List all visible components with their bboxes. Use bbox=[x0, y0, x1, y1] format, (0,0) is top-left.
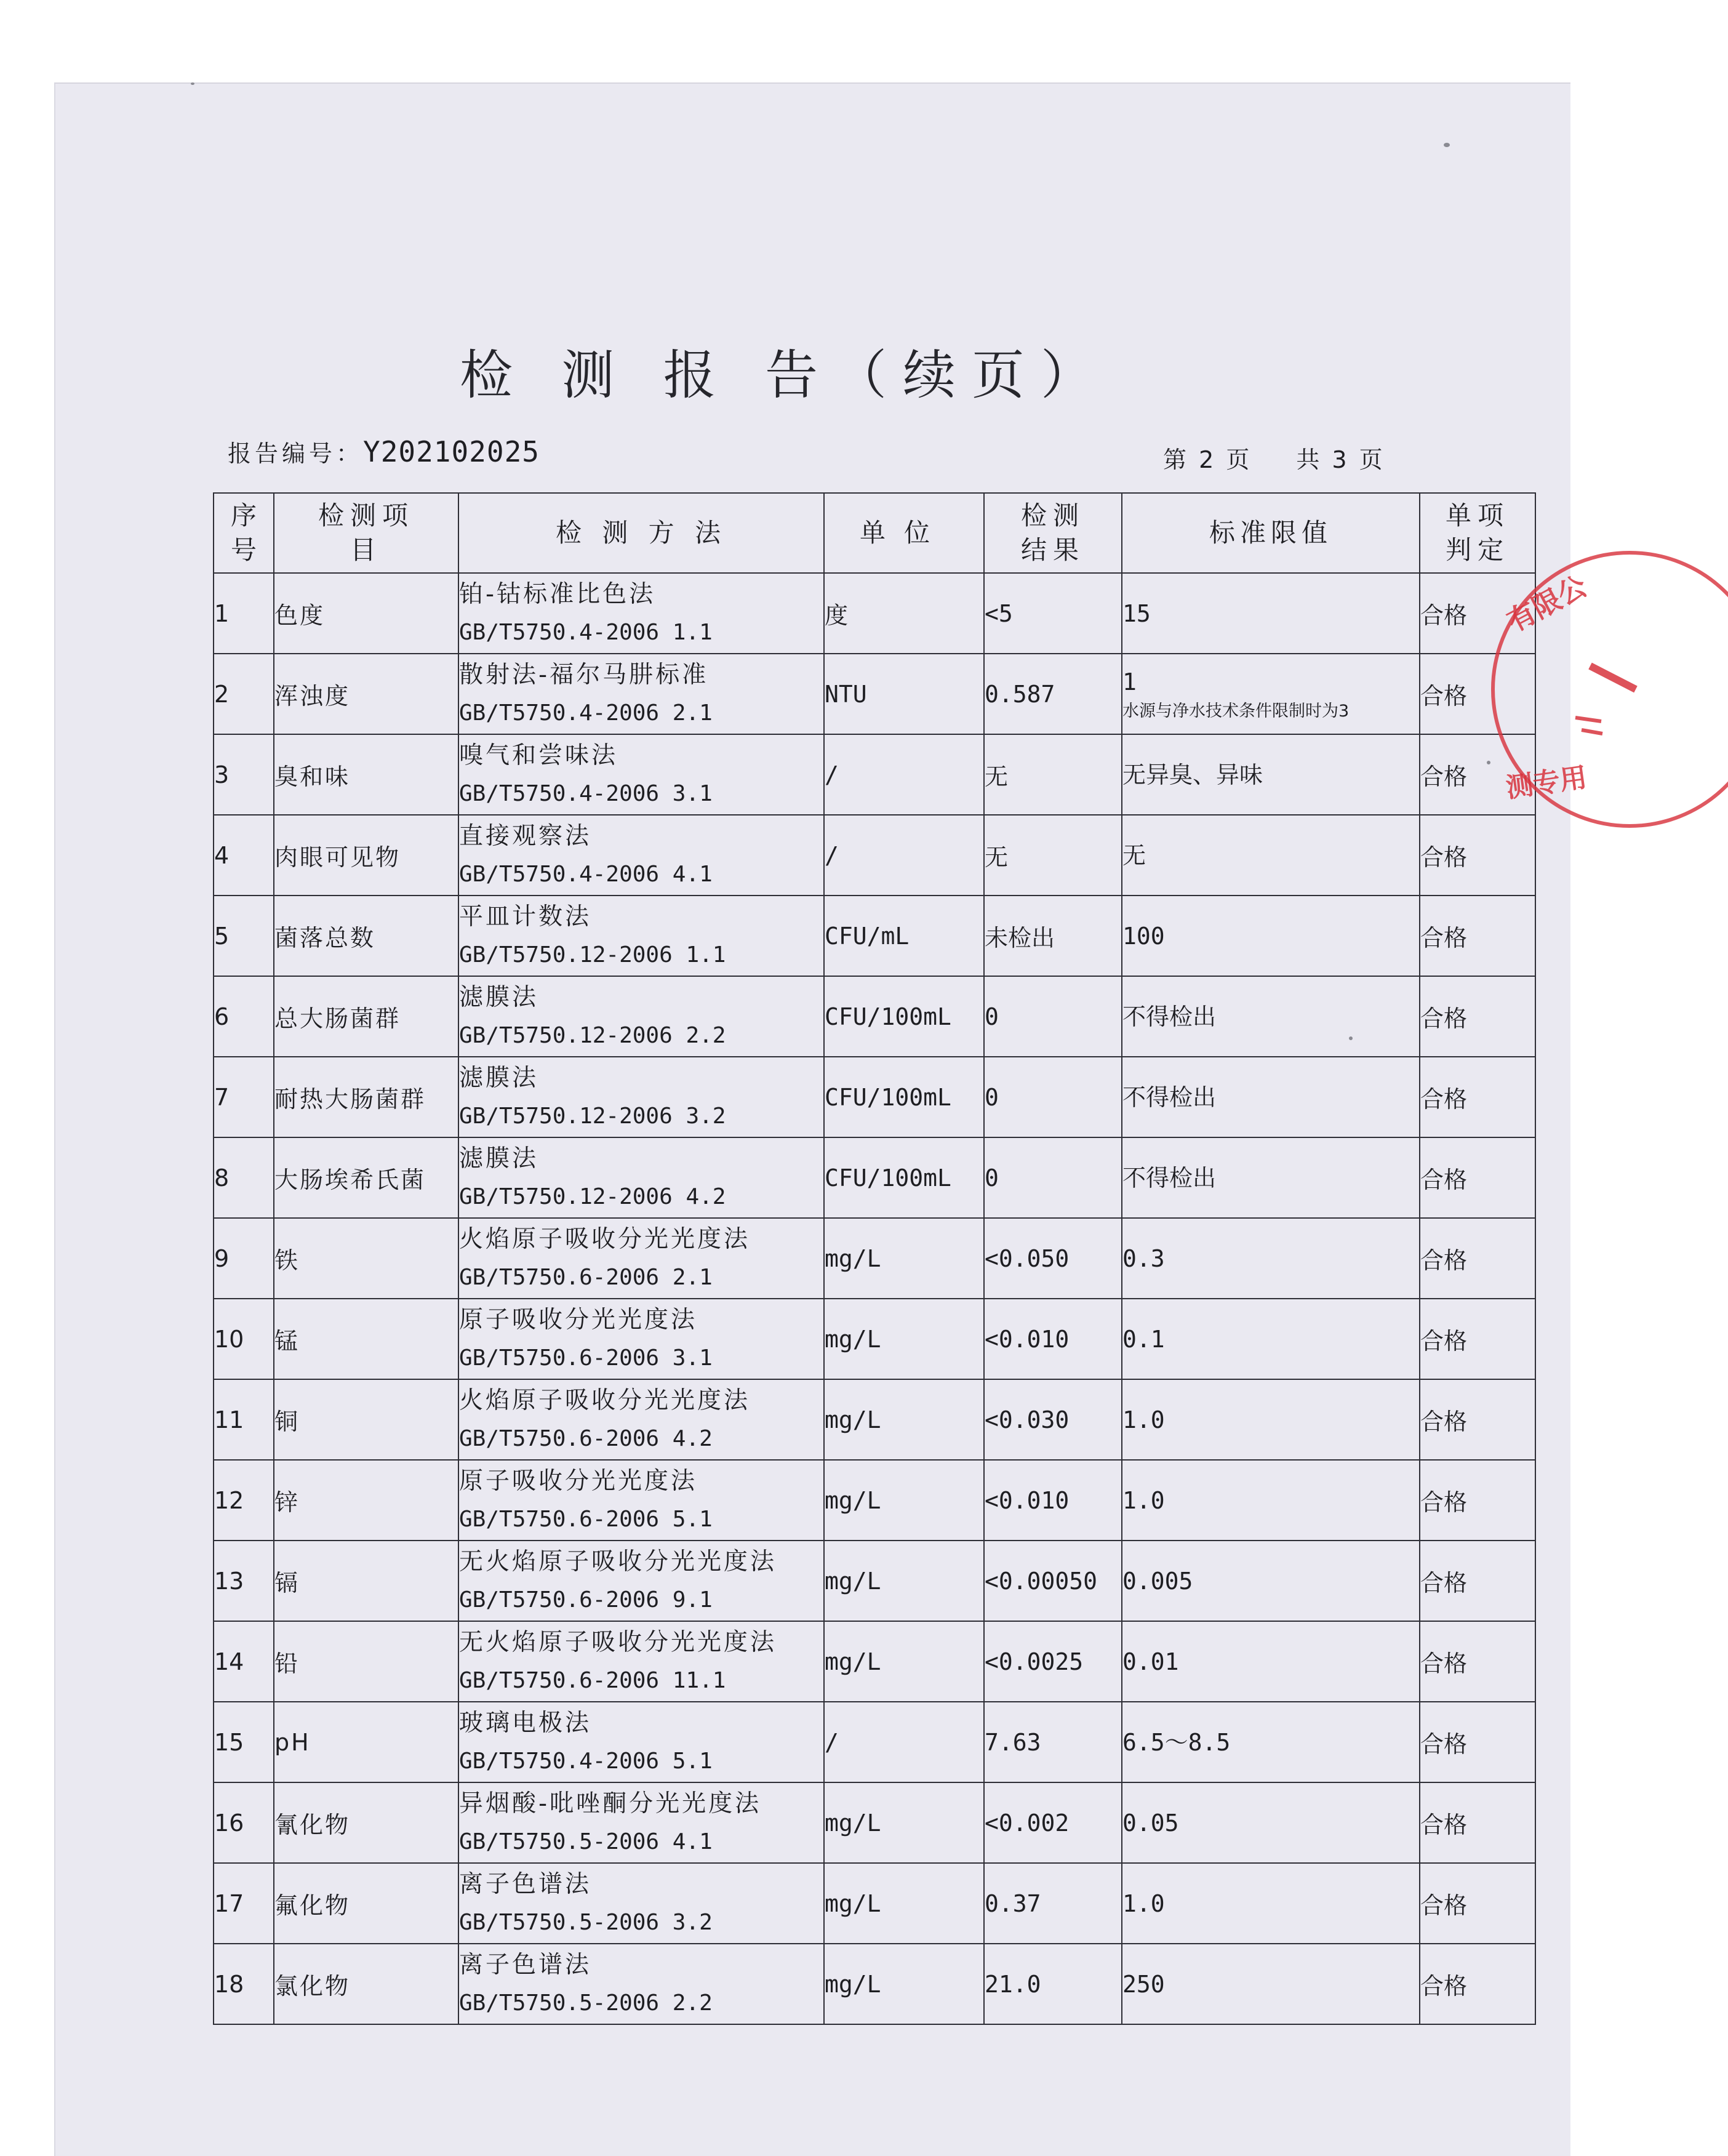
test-method bbox=[458, 1218, 824, 1299]
results-table bbox=[213, 492, 1536, 2025]
method-name: 离子色谱法 bbox=[459, 1870, 592, 1898]
verdict: 合格 bbox=[1420, 654, 1535, 734]
table-row bbox=[214, 815, 1535, 896]
row-number: 8 bbox=[214, 1137, 274, 1218]
unit: 度 bbox=[824, 573, 984, 654]
method-standard: GB/T5750.4-2006 4.1 bbox=[459, 861, 713, 887]
test-result: 7.63 bbox=[984, 1702, 1122, 1782]
method-name: 滤膜法 bbox=[459, 1144, 539, 1172]
row-number: 6 bbox=[214, 976, 274, 1057]
test-result: <0.002 bbox=[984, 1782, 1122, 1863]
method-standard: GB/T5750.6-2006 4.2 bbox=[459, 1425, 713, 1451]
method-standard: GB/T5750.12-2006 1.1 bbox=[459, 942, 726, 968]
test-method bbox=[458, 1863, 824, 1944]
row-number: 10 bbox=[214, 1299, 274, 1379]
method-name: 滤膜法 bbox=[459, 983, 539, 1011]
verdict: 合格 bbox=[1420, 734, 1535, 815]
unit: mg/L bbox=[824, 1299, 984, 1379]
header-unit: 单位 bbox=[824, 493, 984, 573]
row-number: 4 bbox=[214, 815, 274, 896]
paper-speck bbox=[191, 82, 194, 85]
row-number: 11 bbox=[214, 1379, 274, 1460]
row-number: 16 bbox=[214, 1782, 274, 1863]
row-number: 2 bbox=[214, 654, 274, 734]
report-number-label: 报告编号： bbox=[228, 440, 364, 467]
table-row bbox=[214, 1541, 1535, 1621]
test-item: 色度 bbox=[274, 573, 458, 654]
limit-value: 不得检出 bbox=[1122, 1003, 1217, 1030]
method-standard: GB/T5750.12-2006 3.2 bbox=[459, 1103, 726, 1129]
standard-limit bbox=[1122, 815, 1420, 896]
method-standard: GB/T5750.6-2006 2.1 bbox=[459, 1264, 713, 1290]
test-result: 0 bbox=[984, 976, 1122, 1057]
limit-note: 水源与净水技术条件限制时为3 bbox=[1122, 701, 1350, 721]
test-result: <0.010 bbox=[984, 1299, 1122, 1379]
test-method bbox=[458, 815, 824, 896]
test-method bbox=[458, 896, 824, 976]
table-row bbox=[214, 896, 1535, 976]
test-method bbox=[458, 1621, 824, 1702]
header-item: 检测项目 bbox=[274, 493, 458, 573]
unit: mg/L bbox=[824, 1541, 984, 1621]
test-item: pH bbox=[274, 1702, 458, 1782]
unit: / bbox=[824, 1702, 984, 1782]
test-item: 菌落总数 bbox=[274, 896, 458, 976]
standard-limit bbox=[1122, 1218, 1420, 1299]
standard-limit bbox=[1122, 1379, 1420, 1460]
table-row bbox=[214, 573, 1535, 654]
row-number: 14 bbox=[214, 1621, 274, 1702]
unit: mg/L bbox=[824, 1218, 984, 1299]
method-standard: GB/T5750.6-2006 11.1 bbox=[459, 1667, 726, 1693]
test-method bbox=[458, 734, 824, 815]
row-number: 17 bbox=[214, 1863, 274, 1944]
report-number bbox=[228, 435, 540, 468]
page-number: 第 2 页 bbox=[1163, 446, 1252, 473]
table-row bbox=[214, 1379, 1535, 1460]
standard-limit bbox=[1122, 1702, 1420, 1782]
verdict: 合格 bbox=[1420, 1137, 1535, 1218]
table-row bbox=[214, 1460, 1535, 1541]
paper-speck bbox=[1444, 143, 1450, 147]
standard-limit bbox=[1122, 896, 1420, 976]
test-item: 氯化物 bbox=[274, 1944, 458, 2024]
method-standard: GB/T5750.5-2006 2.2 bbox=[459, 1990, 713, 2016]
test-item: 氟化物 bbox=[274, 1863, 458, 1944]
test-method bbox=[458, 1057, 824, 1137]
test-item: 耐热大肠菌群 bbox=[274, 1057, 458, 1137]
limit-value: 0.3 bbox=[1122, 1244, 1165, 1272]
table-row bbox=[214, 1944, 1535, 2024]
verdict: 合格 bbox=[1420, 1541, 1535, 1621]
standard-limit bbox=[1122, 1944, 1420, 2024]
table-row bbox=[214, 654, 1535, 734]
method-name: 原子吸收分光光度法 bbox=[459, 1467, 698, 1495]
method-name: 散射法-福尔马肼标准 bbox=[459, 660, 709, 689]
limit-value: 1 bbox=[1122, 668, 1137, 695]
standard-limit bbox=[1122, 1863, 1420, 1944]
header-method: 检 测 方 法 bbox=[458, 493, 824, 573]
test-item: 镉 bbox=[274, 1541, 458, 1621]
report-number-value: Y202102025 bbox=[363, 435, 540, 468]
table-row bbox=[214, 1863, 1535, 1944]
method-name: 滤膜法 bbox=[459, 1064, 539, 1092]
test-result: 无 bbox=[984, 815, 1122, 896]
row-number: 9 bbox=[214, 1218, 274, 1299]
test-item: 浑浊度 bbox=[274, 654, 458, 734]
test-item: 大肠埃希氏菌 bbox=[274, 1137, 458, 1218]
test-item: 总大肠菌群 bbox=[274, 976, 458, 1057]
test-method bbox=[458, 1702, 824, 1782]
limit-value: 15 bbox=[1122, 599, 1151, 627]
test-result: <0.030 bbox=[984, 1379, 1122, 1460]
method-standard: GB/T5750.12-2006 4.2 bbox=[459, 1184, 726, 1209]
test-result: <5 bbox=[984, 573, 1122, 654]
table-row bbox=[214, 1299, 1535, 1379]
method-standard: GB/T5750.6-2006 9.1 bbox=[459, 1587, 713, 1613]
method-name: 异烟酸-吡唑酮分光光度法 bbox=[459, 1789, 762, 1817]
verdict: 合格 bbox=[1420, 815, 1535, 896]
verdict: 合格 bbox=[1420, 1299, 1535, 1379]
method-name: 离子色谱法 bbox=[459, 1950, 592, 1979]
seal-text-bottom: 测专用 bbox=[1504, 761, 1590, 804]
test-method bbox=[458, 1379, 824, 1460]
test-result: 未检出 bbox=[984, 896, 1122, 976]
test-item: 肉眼可见物 bbox=[274, 815, 458, 896]
row-number: 3 bbox=[214, 734, 274, 815]
method-name: 无火焰原子吸收分光光度法 bbox=[459, 1547, 777, 1576]
row-number: 13 bbox=[214, 1541, 274, 1621]
unit: NTU bbox=[824, 654, 984, 734]
row-number: 18 bbox=[214, 1944, 274, 2024]
verdict: 合格 bbox=[1420, 1379, 1535, 1460]
standard-limit bbox=[1122, 1621, 1420, 1702]
unit: CFU/100mL bbox=[824, 976, 984, 1057]
unit: mg/L bbox=[824, 1379, 984, 1460]
method-standard: GB/T5750.4-2006 3.1 bbox=[459, 780, 713, 806]
unit: mg/L bbox=[824, 1863, 984, 1944]
limit-value: 100 bbox=[1122, 922, 1165, 950]
verdict: 合格 bbox=[1420, 1944, 1535, 2024]
method-standard: GB/T5750.12-2006 2.2 bbox=[459, 1022, 726, 1048]
test-result: 0.37 bbox=[984, 1863, 1122, 1944]
test-method bbox=[458, 1541, 824, 1621]
test-method bbox=[458, 1782, 824, 1863]
table-row bbox=[214, 976, 1535, 1057]
test-method bbox=[458, 1944, 824, 2024]
standard-limit bbox=[1122, 573, 1420, 654]
method-name: 无火焰原子吸收分光光度法 bbox=[459, 1628, 777, 1656]
test-result: <0.0025 bbox=[984, 1621, 1122, 1702]
row-number: 1 bbox=[214, 573, 274, 654]
limit-value: 1.0 bbox=[1122, 1406, 1165, 1433]
verdict: 合格 bbox=[1420, 976, 1535, 1057]
test-result: 21.0 bbox=[984, 1944, 1122, 2024]
verdict: 合格 bbox=[1420, 896, 1535, 976]
unit: mg/L bbox=[824, 1944, 984, 2024]
unit: mg/L bbox=[824, 1782, 984, 1863]
method-name: 玻璃电极法 bbox=[459, 1709, 592, 1737]
header-no: 序号 bbox=[214, 493, 274, 573]
test-method bbox=[458, 573, 824, 654]
table-row bbox=[214, 1702, 1535, 1782]
table-header-row bbox=[214, 493, 1535, 573]
unit: CFU/100mL bbox=[824, 1137, 984, 1218]
test-result: <0.050 bbox=[984, 1218, 1122, 1299]
test-method bbox=[458, 1460, 824, 1541]
table-row bbox=[214, 1621, 1535, 1702]
page-title: 检 测 报 告（续页） bbox=[459, 345, 1110, 406]
table-row bbox=[214, 1218, 1535, 1299]
standard-limit bbox=[1122, 1057, 1420, 1137]
unit: CFU/mL bbox=[824, 896, 984, 976]
test-method bbox=[458, 1299, 824, 1379]
test-result: 0 bbox=[984, 1057, 1122, 1137]
table-row bbox=[214, 1782, 1535, 1863]
limit-value: 250 bbox=[1122, 1970, 1165, 1998]
method-name: 原子吸收分光光度法 bbox=[459, 1305, 698, 1334]
verdict: 合格 bbox=[1420, 573, 1535, 654]
test-method bbox=[458, 976, 824, 1057]
verdict: 合格 bbox=[1420, 1460, 1535, 1541]
test-item: 锌 bbox=[274, 1460, 458, 1541]
page-indicator bbox=[1163, 441, 1385, 475]
method-name: 火焰原子吸收分光光度法 bbox=[459, 1225, 751, 1253]
verdict: 合格 bbox=[1420, 1057, 1535, 1137]
method-standard: GB/T5750.5-2006 3.2 bbox=[459, 1909, 713, 1935]
header-result: 检测结果 bbox=[984, 493, 1122, 573]
test-item: 锰 bbox=[274, 1299, 458, 1379]
standard-limit bbox=[1122, 1460, 1420, 1541]
limit-value: 0.005 bbox=[1122, 1567, 1193, 1595]
method-name: 火焰原子吸收分光光度法 bbox=[459, 1386, 751, 1414]
test-result: 无 bbox=[984, 734, 1122, 815]
verdict: 合格 bbox=[1420, 1621, 1535, 1702]
standard-limit bbox=[1122, 1782, 1420, 1863]
test-result: 0.587 bbox=[984, 654, 1122, 734]
unit: / bbox=[824, 815, 984, 896]
verdict: 合格 bbox=[1420, 1218, 1535, 1299]
standard-limit bbox=[1122, 1299, 1420, 1379]
standard-limit bbox=[1122, 1137, 1420, 1218]
table-row bbox=[214, 1137, 1535, 1218]
test-result: 0 bbox=[984, 1137, 1122, 1218]
method-name: 嗅气和尝味法 bbox=[459, 741, 618, 769]
seal-text-top: 有限公 bbox=[1502, 569, 1593, 639]
method-standard: GB/T5750.6-2006 3.1 bbox=[459, 1345, 713, 1371]
method-name: 平皿计数法 bbox=[459, 902, 592, 931]
unit: / bbox=[824, 734, 984, 815]
verdict: 合格 bbox=[1420, 1863, 1535, 1944]
limit-value: 6.5～8.5 bbox=[1122, 1728, 1231, 1756]
limit-value: 无 bbox=[1122, 841, 1146, 869]
table-row bbox=[214, 1057, 1535, 1137]
header-limit: 标准限值 bbox=[1122, 493, 1420, 573]
method-name: 铂-钴标准比色法 bbox=[459, 580, 656, 608]
standard-limit bbox=[1122, 734, 1420, 815]
test-item: 铜 bbox=[274, 1379, 458, 1460]
limit-value: 1.0 bbox=[1122, 1486, 1165, 1514]
limit-value: 0.05 bbox=[1122, 1809, 1179, 1837]
row-number: 7 bbox=[214, 1057, 274, 1137]
verdict: 合格 bbox=[1420, 1702, 1535, 1782]
method-standard: GB/T5750.4-2006 1.1 bbox=[459, 619, 713, 645]
test-item: 铁 bbox=[274, 1218, 458, 1299]
table-row bbox=[214, 734, 1535, 815]
limit-value: 0.01 bbox=[1122, 1648, 1179, 1675]
limit-value: 不得检出 bbox=[1122, 1164, 1217, 1192]
limit-value: 无异臭、异味 bbox=[1122, 761, 1263, 788]
method-standard: GB/T5750.6-2006 5.1 bbox=[459, 1506, 713, 1532]
test-method bbox=[458, 1137, 824, 1218]
test-item: 臭和味 bbox=[274, 734, 458, 815]
row-number: 12 bbox=[214, 1460, 274, 1541]
test-result: <0.00050 bbox=[984, 1541, 1122, 1621]
standard-limit bbox=[1122, 654, 1420, 734]
test-method bbox=[458, 654, 824, 734]
header-verdict: 单项判定 bbox=[1420, 493, 1535, 573]
limit-value: 1.0 bbox=[1122, 1890, 1165, 1917]
total-pages: 共 3 页 bbox=[1296, 446, 1385, 473]
method-name: 直接观察法 bbox=[459, 822, 592, 850]
unit: CFU/100mL bbox=[824, 1057, 984, 1137]
test-item: 铅 bbox=[274, 1621, 458, 1702]
method-standard: GB/T5750.4-2006 2.1 bbox=[459, 700, 713, 726]
unit: mg/L bbox=[824, 1460, 984, 1541]
test-result: <0.010 bbox=[984, 1460, 1122, 1541]
unit: mg/L bbox=[824, 1621, 984, 1702]
limit-value: 0.1 bbox=[1122, 1325, 1165, 1353]
method-standard: GB/T5750.4-2006 5.1 bbox=[459, 1748, 713, 1774]
limit-value: 不得检出 bbox=[1122, 1083, 1217, 1111]
verdict: 合格 bbox=[1420, 1782, 1535, 1863]
row-number: 5 bbox=[214, 896, 274, 976]
standard-limit bbox=[1122, 1541, 1420, 1621]
standard-limit bbox=[1122, 976, 1420, 1057]
row-number: 15 bbox=[214, 1702, 274, 1782]
test-item: 氰化物 bbox=[274, 1782, 458, 1863]
method-standard: GB/T5750.5-2006 4.1 bbox=[459, 1829, 713, 1854]
